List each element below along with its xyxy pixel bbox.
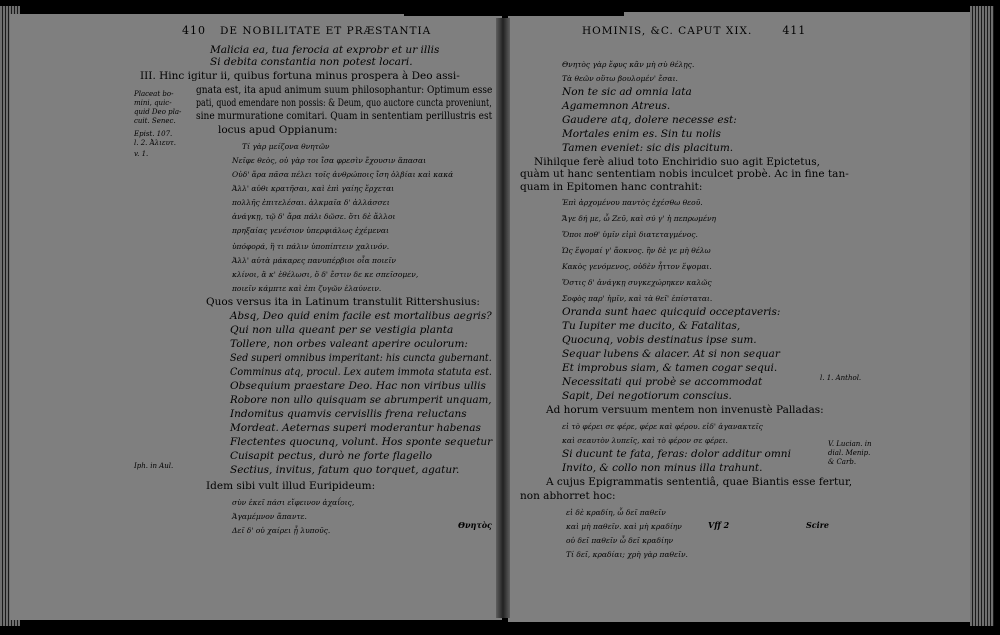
- right-page-line: καὶ σεαυτὸν λυπεῖς, καὶ τὸ φέρον σε φέρει.: [562, 436, 728, 445]
- left-page-line: Ἀλλ' αὐθι κρατῆσαι, καὶ ἐπὶ γαίης ἔρχεται: [232, 184, 395, 193]
- left-page-line: Ἀγαμέμνον ἄπαντε.: [232, 512, 307, 521]
- left-page-line: πρηξαίας γενέσιον ὑπερφιάλως ἐχέμεναι: [232, 226, 389, 235]
- right-page-line: Invito, & collo non minus illa trahunt.: [562, 462, 763, 474]
- running-head-left: DE NOBILITATE ET PRÆSTANTIA: [220, 25, 432, 37]
- right-page-line: quàm ut hanc sententiam nobis inculcet probè. Ac in fine tan-: [520, 168, 849, 180]
- left-page-margin-note: Iph. in Aul.: [134, 462, 174, 470]
- left-page-line: Absq, Deo quid enim facile est mortalibus aegris?: [230, 310, 492, 322]
- left-page-line: sine murmuratione comitari. Quam in sententiam perillustris est: [196, 110, 493, 122]
- right-page-line: Ὅποι ποθ' ὑμῖν εἰμὶ διατεταγμένος.: [562, 230, 698, 239]
- left-page-line: Tollere, non orbes valeant aperire oculorum:: [230, 338, 468, 350]
- right-page-line: οὐ δεῖ παθεῖν ὦ δεῖ κραδίην: [566, 536, 674, 545]
- left-page-line: III. Hinc igitur ii, quibus fortuna minus prospera à Deo assi-: [140, 70, 460, 82]
- left-page-line: Cuisapit pectus, durò ne forte flagello: [230, 450, 433, 462]
- signature-mark: Vff 2: [708, 520, 730, 530]
- left-page-margin-note: v. 1.: [134, 150, 149, 158]
- left-page-margin-note: l. 2. Ἀλιευτ.: [134, 139, 176, 147]
- right-page-line: Nihilque ferè aliud toto Enchiridio suo agit Epictetus,: [534, 156, 820, 168]
- left-page-margin-note: Placeat bo-: [134, 90, 174, 98]
- left-page-line: Robore non ullo quisquam se abrumperit unquam,: [230, 394, 492, 406]
- right-page-line: Et improbus siam, & tamen cogar sequi.: [562, 362, 778, 374]
- right-page-line: Ὡς ἕψομαί γ' ἄοκνος. ἢν δὲ γε μὴ θέλω: [562, 246, 711, 255]
- right-page-line: Oranda sunt haec quicquid occeptaveris:: [562, 306, 781, 318]
- left-page-line: πολλῆς ἐπιτελέσαι. ἀλκμαῖα δ' ἀλλάσσει: [232, 198, 390, 207]
- right-page-line: non abhorret hoc:: [520, 490, 616, 502]
- right-page-line: καὶ μὴ παθεῖν. καὶ μὴ κραδίην: [566, 522, 682, 531]
- left-page-line: κλίνοι, ἃ κ' ἐθέλωσι, ὅ δ' ἔστιν δε κε σπεῖσομεν,: [232, 270, 419, 279]
- left-page-margin-note: quid Deo pla-: [134, 108, 182, 116]
- left-page-line: Si debita constantia non potest locari.: [210, 56, 413, 68]
- right-page-line: Ἐπὶ ἀρχομένου παντὸς ἐχέσθω θεοῦ.: [562, 198, 703, 207]
- left-page-margin-note: cuit. Senec.: [134, 117, 176, 125]
- right-page-line: Sequar lubens & alacer. At si non sequar: [562, 348, 780, 360]
- right-page-line: Κακὸς γενόμενος, οὐδὲν ἧττον ἕψομαι.: [562, 262, 712, 271]
- right-page-margin-note: dial. Menip.: [828, 449, 871, 457]
- left-page-line: Νεῖφε θεὸς, οὐ γὰρ τοι ἴσα φρεσὶν ἔχουσιν ἅπασαι: [232, 156, 427, 165]
- left-page-line: gnata est, ita apud animum suum philosophantur: Optimum esse: [196, 84, 493, 96]
- scan-shadow: [404, 0, 624, 16]
- running-head-right: HOMINIS, &C. CAPUT XIX.: [582, 25, 753, 37]
- right-page-line: Ὅστις δ' ἀνάγκῃ συγκεχώρηκεν καλῶς: [562, 278, 712, 287]
- right-page-line: Quocunq, vobis destinatus ipse sum.: [562, 334, 757, 346]
- right-page-line: Tu Iupiter me ducito, & Fatalitas,: [562, 320, 741, 332]
- right-page-line: εἰ δὲ κραδίη, ὦ δεῖ παθεῖν: [566, 508, 666, 517]
- left-page-line: Indomitus quamvis cervisllis frena reluctans: [230, 408, 467, 420]
- right-page-line: Ἄγε δή με, ὦ Ζεῦ, καὶ σύ γ' ἡ πεπρωμένη: [562, 214, 717, 223]
- left-running-head: [182, 24, 431, 37]
- left-page-line: Sed superi omnibus imperitant: his cuncta gubernant.: [230, 352, 492, 364]
- right-page-line: εἰ τὸ φέρει σε φέρε, φέρε καὶ φέρου. εἰδ' ἀγανακτεῖς: [562, 422, 763, 431]
- left-page-line: Quos versus ita in Latinum transtulit Rittershusius:: [206, 296, 480, 308]
- right-page-line: Sapit, Dei negotiorum conscius.: [562, 390, 732, 402]
- right-page-line: A cujus Epigrammatis sententiâ, quae Biantis esse fertur,: [546, 476, 853, 488]
- page-number-right: 411: [782, 24, 807, 37]
- left-page-line: Malicia ea, tua ferocia at exprobr et ur illis: [210, 44, 440, 56]
- right-page-line: Σοφὸς παρ' ἡμῖν, καὶ τὰ θεῖ' ἐπίσταται.: [562, 294, 713, 303]
- right-page-line: Tamen eveniet: sic dis placitum.: [562, 142, 734, 154]
- left-page-line: locus apud Oppianum:: [218, 124, 338, 136]
- right-page-margin-note: V. Lucian. in: [828, 440, 872, 448]
- right-page-margin-note: l. 1. Anthol.: [820, 374, 862, 382]
- left-page-line: Sectius, invitus, fatum quo torquet, agatur.: [230, 464, 460, 476]
- left-page-line: Comminus atq, procul. Lex autem immota statuta est.: [230, 366, 492, 378]
- left-page-line: Qui non ulla queant per se vestigia planta: [230, 324, 454, 336]
- left-page-line: Ἀλλ' αὐτὰ μάκαρες πανυπέρβιοι οἷα ποιεῖν: [232, 256, 396, 265]
- left-page-catchword: Θνητὸς: [458, 520, 492, 530]
- left-page-line: ποιεῖν κάμπτε καὶ ἐπι ζυγῶν ἐλαύνειν.: [232, 284, 382, 293]
- right-page-catchword: Scire: [806, 520, 829, 530]
- book-gutter: [496, 18, 510, 618]
- right-page-line: Si ducunt te fata, feras: dolor additur omni: [562, 448, 791, 460]
- left-page-line: Δεῖ δ' οὐ χαίρει ᾗ λυποῦς.: [232, 526, 331, 535]
- left-page-line: ὑπόφορά, ἢ τι πάλιν ὑποπίπτειν χαλινόν.: [232, 242, 390, 251]
- right-running-head: [582, 24, 820, 37]
- left-page-margin-note: mini, quic-: [134, 99, 172, 107]
- left-page-line: Οὐδ' ἄρα πᾶσα πέλει τοῖς ἀνθρώποις ἴση ὁλβίαι καὶ κακά: [232, 170, 454, 179]
- left-page-line: Flectentes quocunq, volunt. Hos sponte sequetur: [230, 436, 493, 448]
- page-number-left: 410: [182, 24, 206, 37]
- right-page-line: quam in Epitomen hanc contrahit:: [520, 181, 703, 193]
- left-page-line: Mordeat. Aeternas superi moderantur habenas: [230, 422, 481, 434]
- left-page-line: ἀνάγκῃ, τῷ δ' ἄρα πάλι δῶσε. ὅτι δὲ ἄλλοι: [232, 212, 396, 221]
- right-page-line: Gaudere atq, dolere necesse est:: [562, 114, 737, 126]
- right-page-line: Ad horum versuum mentem non invenustè Palladas:: [546, 404, 824, 416]
- right-page-line: Mortales enim es. Sin tu nolis: [562, 128, 721, 140]
- left-page-line: σὺν ἐκεῖ πάσι εἴφεινον ἀχαΐοις,: [232, 498, 355, 507]
- right-page-line: Necessitati qui probè se accommodat: [562, 376, 763, 388]
- right-page-line: Τὰ θεῶν οὕτω βουλομέν' ἔσαι.: [562, 74, 678, 83]
- page-edges-right: [970, 6, 994, 626]
- left-page-line: Obsequium praestare Deo. Hac non viribus ullis: [230, 380, 486, 392]
- right-page-line: Θνητὸς γὰρ ἔφυς κἂν μὴ σὺ θέλῃς.: [562, 60, 695, 69]
- right-page-margin-note: & Carb.: [828, 458, 857, 466]
- right-page-line: Τί δεῖ, κραδίαι; χρὴ γὰρ παθεῖν.: [566, 550, 688, 559]
- left-page-margin-note: Epist. 107.: [134, 130, 173, 138]
- left-page-line: pati, quod emendare non possis: & Deum, quo auctore cuncta proveniunt,: [196, 97, 492, 109]
- left-page-line: Τί γὰρ μείζονα θνητῶν: [242, 142, 330, 151]
- right-page-line: Non te sic ad omnia lata: [562, 86, 692, 98]
- left-page-line: Idem sibi vult illud Euripideum:: [206, 480, 376, 492]
- right-page-line: Agamemnon Atreus.: [562, 100, 671, 112]
